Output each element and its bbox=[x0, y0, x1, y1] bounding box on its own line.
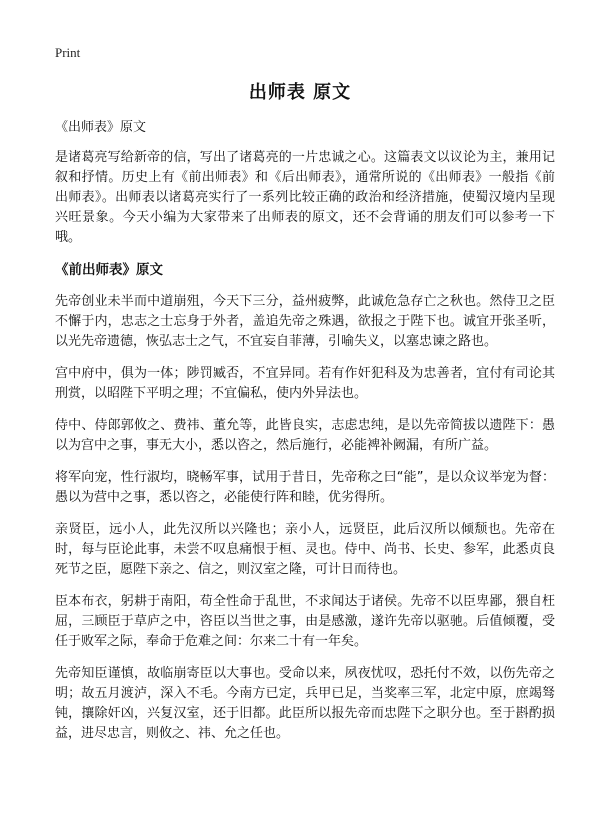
article-paragraph-4: 将军向宠，性行淑均，晓畅军事，试用于昔日，先帝称之曰“能”，是以众议举宠为督：愚以为营中之事，悉以咨之，必能使行阵和睦，优劣得所。 bbox=[55, 470, 555, 505]
print-link[interactable]: Print bbox=[55, 45, 81, 60]
article-paragraph-2: 宫中府中，俱为一体；陟罚臧否，不宜异同。若有作奸犯科及为忠善者，宜付有司论其刑赏，以昭陛下平明之理；不宜偏私，使内外异法也。 bbox=[55, 366, 555, 401]
section-heading: 《前出师表》原文 bbox=[55, 262, 163, 278]
article-paragraph-1: 先帝创业未半而中道崩殂，今天下三分，益州疲弊，此诚危急存亡之秋也。然侍卫之臣不懈于内，忠志之士忘身于外者，盖追先帝之殊遇，欲报之于陛下也。诚宜开张圣听，以光先帝遗德，恢弘志士之气，不宜妄自菲薄，引喻失义，以塞忠谏之路也。 bbox=[55, 294, 555, 349]
article-paragraph-5: 亲贤臣，远小人，此先汉所以兴隆也；亲小人，远贤臣，此后汉所以倾颓也。先帝在时，每与臣论此事，未尝不叹息痛恨于桓、灵也。侍中、尚书、长史、参军，此悉贞良死节之臣，愿陛下亲之、信之，则汉室之隆，可计日而待也。 bbox=[55, 522, 555, 577]
article-paragraph-6: 臣本布衣，躬耕于南阳，苟全性命于乱世，不求闻达于诸侯。先帝不以臣卑鄙，猥自枉屈，三顾臣于草庐之中，咨臣以当世之事，由是感激，遂许先帝以驱驰。后值倾覆，受任于败军之际，奉命于危难之间：尔来二十有一年矣。 bbox=[55, 594, 555, 649]
intro-subtitle: 《出师表》原文 bbox=[55, 120, 147, 135]
article-paragraph-7: 先帝知臣谨慎，故临崩寄臣以大事也。受命以来，夙夜忧叹，恐托付不效，以伤先帝之明；故五月渡泸，深入不毛。今南方已定，兵甲已足，当奖率三军，北定中原，庶竭驽钝，攘除奸凶，兴复汉室，还于旧都。此臣所以报先帝而忠陛下之职分也。至于斟酌损益，进尽忠言，则攸之、祎、允之任也。 bbox=[55, 666, 555, 741]
article-paragraph-3: 侍中、侍郎郭攸之、费祎、董允等，此皆良实，志虑忠纯，是以先帝简拔以遗陛下：愚以为宫中之事，事无大小，悉以咨之，然后施行，必能裨补阙漏，有所广益。 bbox=[55, 418, 555, 453]
page-title: 出师表 原文 bbox=[248, 82, 352, 103]
article-body bbox=[55, 118, 555, 756]
intro-paragraph: 是诸葛亮写给新帝的信，写出了诸葛亮的一片忠诚之心。这篇表文以议论为主，兼用记叙和抒情。历史上有《前出师表》和《后出师表》，通常所说的《出师表》一般指《前出师表》。出师表以诸葛亮实行了一系列比较正确的政治和经济措施，使蜀汉境内呈现兴旺景象。今天小编为大家带来了出师表的原文，还不会背诵的朋友们可以参考一下哦。 bbox=[55, 150, 555, 245]
